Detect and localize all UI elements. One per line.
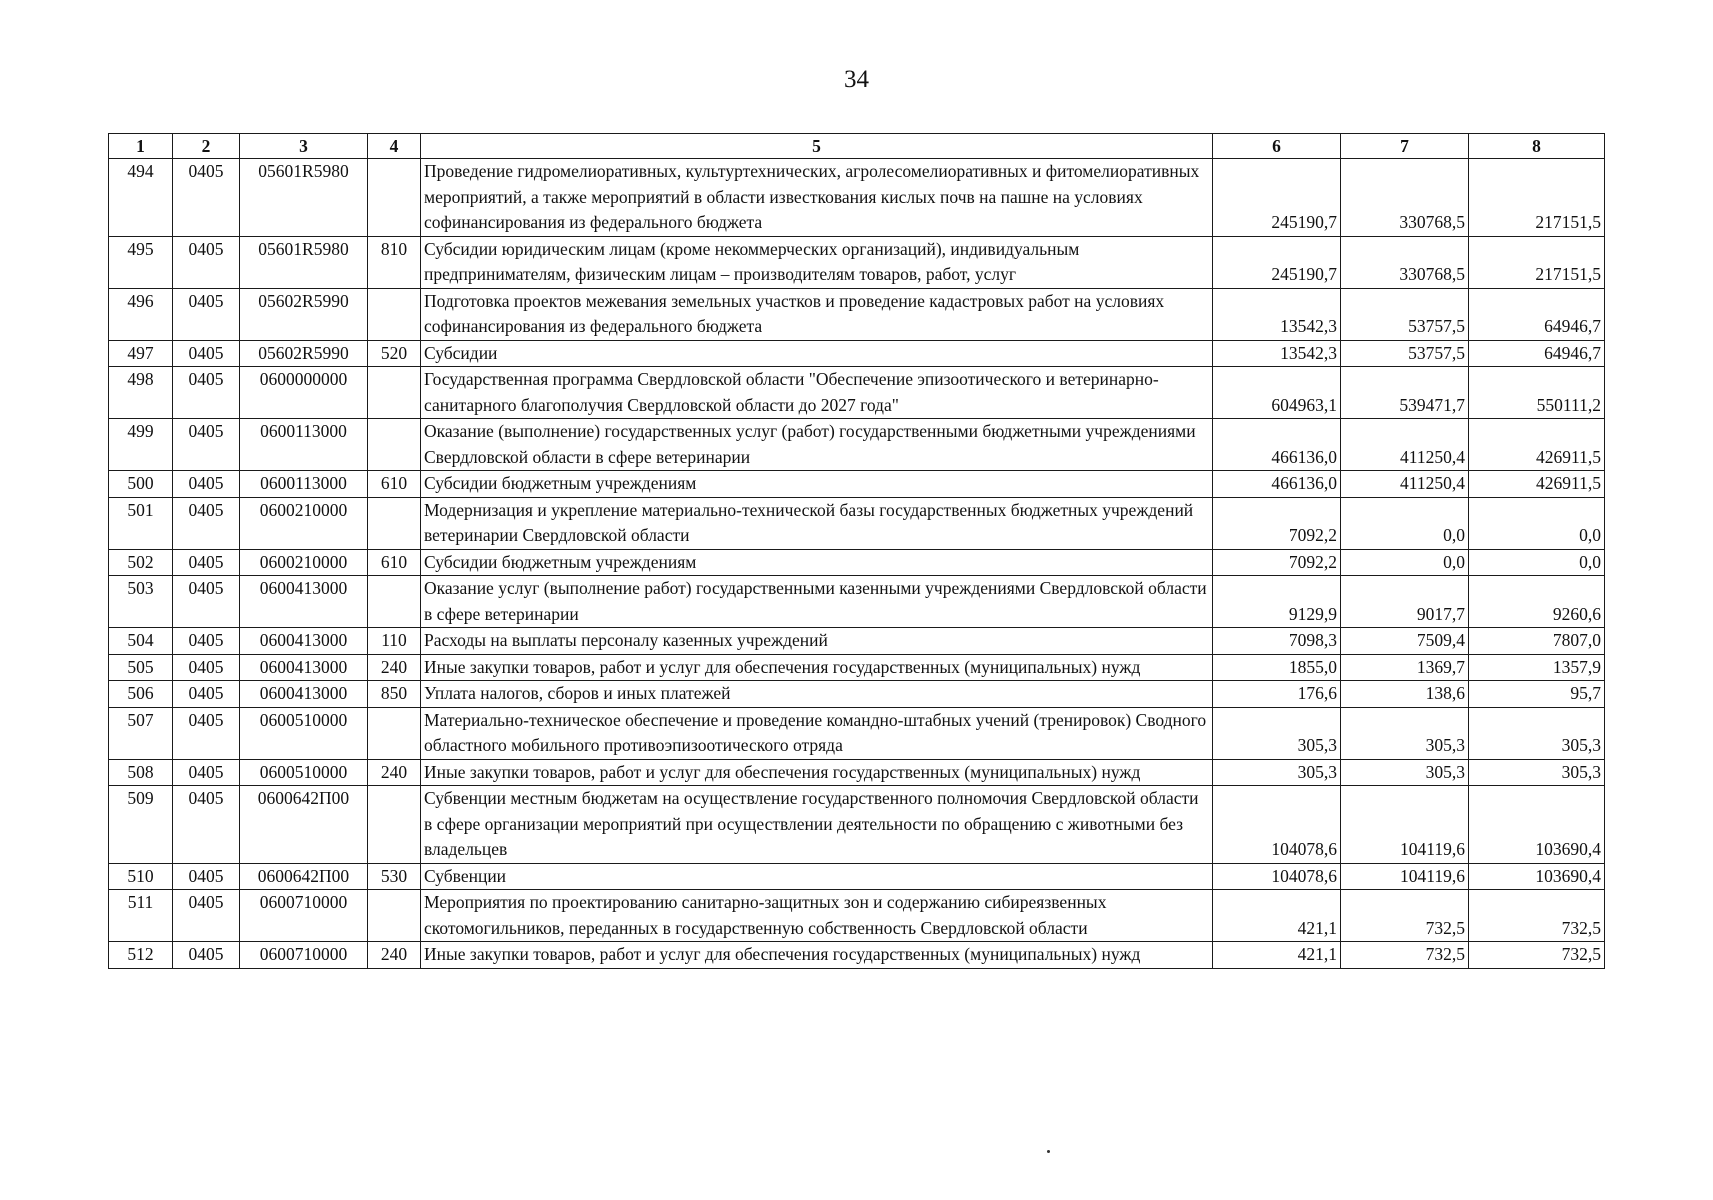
amount-col8-cell: 217151,5 bbox=[1469, 159, 1605, 237]
amount-col8-cell: 9260,6 bbox=[1469, 576, 1605, 628]
target-code-cell: 0600413000 bbox=[240, 681, 368, 708]
amount-col6-cell: 466136,0 bbox=[1213, 471, 1341, 498]
expense-type-cell: 810 bbox=[368, 236, 421, 288]
page-number: 34 bbox=[844, 66, 869, 93]
section-code-cell: 0405 bbox=[173, 863, 240, 890]
amount-col8-cell: 7807,0 bbox=[1469, 628, 1605, 655]
target-code-cell: 05601R5980 bbox=[240, 159, 368, 237]
amount-col6-cell: 245190,7 bbox=[1213, 159, 1341, 237]
target-code-cell: 0600113000 bbox=[240, 471, 368, 498]
amount-col8-cell: 426911,5 bbox=[1469, 471, 1605, 498]
table-row bbox=[109, 419, 1605, 471]
amount-col7-cell: 53757,5 bbox=[1341, 340, 1469, 367]
item-name-cell: Государственная программа Свердловской области "Обеспечение эпизоотического и ветеринарно-санитарного благополучия Свердловской области до 2027 года" bbox=[421, 367, 1213, 419]
amount-col7-cell: 0,0 bbox=[1341, 497, 1469, 549]
amount-col7-cell: 732,5 bbox=[1341, 890, 1469, 942]
table-row bbox=[109, 497, 1605, 549]
expense-type-cell bbox=[368, 497, 421, 549]
row-number-cell: 498 bbox=[109, 367, 173, 419]
section-code-cell: 0405 bbox=[173, 340, 240, 367]
section-code-cell: 0405 bbox=[173, 549, 240, 576]
target-code-cell: 0600413000 bbox=[240, 628, 368, 655]
row-number-cell: 507 bbox=[109, 707, 173, 759]
table-row bbox=[109, 159, 1605, 237]
expense-type-cell bbox=[368, 890, 421, 942]
table-header-row bbox=[109, 134, 1605, 159]
row-number-cell: 506 bbox=[109, 681, 173, 708]
amount-col7-cell: 732,5 bbox=[1341, 942, 1469, 969]
expense-type-cell: 850 bbox=[368, 681, 421, 708]
table-row bbox=[109, 863, 1605, 890]
item-name-cell: Иные закупки товаров, работ и услуг для обеспечения государственных (муниципальных) нужд bbox=[421, 942, 1213, 969]
target-code-cell: 0600710000 bbox=[240, 942, 368, 969]
table-row bbox=[109, 236, 1605, 288]
table-row bbox=[109, 681, 1605, 708]
column-header: 4 bbox=[368, 134, 421, 159]
section-code-cell: 0405 bbox=[173, 367, 240, 419]
amount-col6-cell: 305,3 bbox=[1213, 759, 1341, 786]
amount-col6-cell: 305,3 bbox=[1213, 707, 1341, 759]
row-number-cell: 499 bbox=[109, 419, 173, 471]
target-code-cell: 0600510000 bbox=[240, 707, 368, 759]
section-code-cell: 0405 bbox=[173, 681, 240, 708]
amount-col7-cell: 104119,6 bbox=[1341, 786, 1469, 864]
amount-col8-cell: 305,3 bbox=[1469, 707, 1605, 759]
row-number-cell: 504 bbox=[109, 628, 173, 655]
amount-col7-cell: 9017,7 bbox=[1341, 576, 1469, 628]
row-number-cell: 510 bbox=[109, 863, 173, 890]
column-header: 1 bbox=[109, 134, 173, 159]
amount-col7-cell: 53757,5 bbox=[1341, 288, 1469, 340]
column-header: 3 bbox=[240, 134, 368, 159]
row-number-cell: 496 bbox=[109, 288, 173, 340]
amount-col8-cell: 1357,9 bbox=[1469, 654, 1605, 681]
amount-col8-cell: 103690,4 bbox=[1469, 786, 1605, 864]
item-name-cell: Проведение гидромелиоративных, культуртехнических, агролесомелиоративных и фитомелиоративных мероприятий, а также мероприятий в области известкования кислых почв на пашне на условиях софинансирования из федерального бюджета bbox=[421, 159, 1213, 237]
amount-col7-cell: 411250,4 bbox=[1341, 419, 1469, 471]
item-name-cell: Субсидии bbox=[421, 340, 1213, 367]
amount-col7-cell: 7509,4 bbox=[1341, 628, 1469, 655]
amount-col7-cell: 411250,4 bbox=[1341, 471, 1469, 498]
item-name-cell: Субсидии юридическим лицам (кроме некоммерческих организаций), индивидуальным предпринимателям, физическим лицам – производителям товаров, работ, услуг bbox=[421, 236, 1213, 288]
table-row bbox=[109, 654, 1605, 681]
amount-col7-cell: 138,6 bbox=[1341, 681, 1469, 708]
row-number-cell: 501 bbox=[109, 497, 173, 549]
section-code-cell: 0405 bbox=[173, 654, 240, 681]
target-code-cell: 0600710000 bbox=[240, 890, 368, 942]
column-header: 5 bbox=[421, 134, 1213, 159]
section-code-cell: 0405 bbox=[173, 707, 240, 759]
column-header: 7 bbox=[1341, 134, 1469, 159]
target-code-cell: 0600000000 bbox=[240, 367, 368, 419]
section-code-cell: 0405 bbox=[173, 576, 240, 628]
target-code-cell: 0600113000 bbox=[240, 419, 368, 471]
expense-type-cell: 240 bbox=[368, 759, 421, 786]
amount-col6-cell: 245190,7 bbox=[1213, 236, 1341, 288]
target-code-cell: 0600413000 bbox=[240, 654, 368, 681]
amount-col6-cell: 7092,2 bbox=[1213, 549, 1341, 576]
row-number-cell: 505 bbox=[109, 654, 173, 681]
expense-type-cell: 240 bbox=[368, 942, 421, 969]
amount-col8-cell: 64946,7 bbox=[1469, 288, 1605, 340]
amount-col6-cell: 104078,6 bbox=[1213, 863, 1341, 890]
row-number-cell: 512 bbox=[109, 942, 173, 969]
table-row bbox=[109, 628, 1605, 655]
table-row bbox=[109, 707, 1605, 759]
item-name-cell: Субсидии бюджетным учреждениям bbox=[421, 549, 1213, 576]
section-code-cell: 0405 bbox=[173, 786, 240, 864]
amount-col8-cell: 64946,7 bbox=[1469, 340, 1605, 367]
table-row bbox=[109, 576, 1605, 628]
scan-speck bbox=[1047, 1150, 1050, 1153]
target-code-cell: 05602R5990 bbox=[240, 288, 368, 340]
amount-col6-cell: 466136,0 bbox=[1213, 419, 1341, 471]
row-number-cell: 511 bbox=[109, 890, 173, 942]
row-number-cell: 502 bbox=[109, 549, 173, 576]
amount-col8-cell: 732,5 bbox=[1469, 890, 1605, 942]
expense-type-cell: 530 bbox=[368, 863, 421, 890]
amount-col7-cell: 330768,5 bbox=[1341, 236, 1469, 288]
table-row bbox=[109, 890, 1605, 942]
amount-col6-cell: 1855,0 bbox=[1213, 654, 1341, 681]
table-row bbox=[109, 942, 1605, 969]
amount-col6-cell: 9129,9 bbox=[1213, 576, 1341, 628]
amount-col7-cell: 104119,6 bbox=[1341, 863, 1469, 890]
table-body bbox=[109, 159, 1605, 969]
target-code-cell: 0600642П00 bbox=[240, 786, 368, 864]
table-row bbox=[109, 786, 1605, 864]
item-name-cell: Модернизация и укрепление материально-технической базы государственных бюджетных учреждений ветеринарии Свердловской области bbox=[421, 497, 1213, 549]
column-header: 6 bbox=[1213, 134, 1341, 159]
section-code-cell: 0405 bbox=[173, 628, 240, 655]
amount-col6-cell: 13542,3 bbox=[1213, 340, 1341, 367]
item-name-cell: Субсидии бюджетным учреждениям bbox=[421, 471, 1213, 498]
amount-col6-cell: 104078,6 bbox=[1213, 786, 1341, 864]
amount-col6-cell: 604963,1 bbox=[1213, 367, 1341, 419]
row-number-cell: 500 bbox=[109, 471, 173, 498]
amount-col8-cell: 0,0 bbox=[1469, 549, 1605, 576]
amount-col8-cell: 732,5 bbox=[1469, 942, 1605, 969]
column-header: 8 bbox=[1469, 134, 1605, 159]
item-name-cell: Материально-техническое обеспечение и проведение командно-штабных учений (тренировок) Сводного областного мобильного противоэпизоотического отряда bbox=[421, 707, 1213, 759]
item-name-cell: Мероприятия по проектированию санитарно-защитных зон и содержанию сибиреязвенных скотомогильников, переданных в государственную собственность Свердловской области bbox=[421, 890, 1213, 942]
expense-type-cell: 610 bbox=[368, 471, 421, 498]
expense-type-cell: 610 bbox=[368, 549, 421, 576]
row-number-cell: 495 bbox=[109, 236, 173, 288]
section-code-cell: 0405 bbox=[173, 497, 240, 549]
amount-col8-cell: 0,0 bbox=[1469, 497, 1605, 549]
expense-type-cell: 240 bbox=[368, 654, 421, 681]
amount-col7-cell: 305,3 bbox=[1341, 759, 1469, 786]
item-name-cell: Уплата налогов, сборов и иных платежей bbox=[421, 681, 1213, 708]
amount-col7-cell: 305,3 bbox=[1341, 707, 1469, 759]
expense-type-cell bbox=[368, 288, 421, 340]
table-row bbox=[109, 367, 1605, 419]
section-code-cell: 0405 bbox=[173, 471, 240, 498]
amount-col6-cell: 7092,2 bbox=[1213, 497, 1341, 549]
expense-type-cell bbox=[368, 419, 421, 471]
amount-col8-cell: 305,3 bbox=[1469, 759, 1605, 786]
amount-col7-cell: 330768,5 bbox=[1341, 159, 1469, 237]
table-row bbox=[109, 549, 1605, 576]
amount-col6-cell: 7098,3 bbox=[1213, 628, 1341, 655]
table-row bbox=[109, 471, 1605, 498]
budget-table bbox=[108, 133, 1605, 969]
table-row bbox=[109, 759, 1605, 786]
target-code-cell: 0600210000 bbox=[240, 497, 368, 549]
amount-col7-cell: 539471,7 bbox=[1341, 367, 1469, 419]
item-name-cell: Подготовка проектов межевания земельных участков и проведение кадастровых работ на условиях софинансирования из федерального бюджета bbox=[421, 288, 1213, 340]
amount-col6-cell: 13542,3 bbox=[1213, 288, 1341, 340]
section-code-cell: 0405 bbox=[173, 759, 240, 786]
amount-col7-cell: 0,0 bbox=[1341, 549, 1469, 576]
table-row bbox=[109, 288, 1605, 340]
target-code-cell: 0600510000 bbox=[240, 759, 368, 786]
target-code-cell: 05602R5990 bbox=[240, 340, 368, 367]
row-number-cell: 503 bbox=[109, 576, 173, 628]
target-code-cell: 05601R5980 bbox=[240, 236, 368, 288]
item-name-cell: Оказание услуг (выполнение работ) государственными казенными учреждениями Свердловской области в сфере ветеринарии bbox=[421, 576, 1213, 628]
target-code-cell: 0600413000 bbox=[240, 576, 368, 628]
row-number-cell: 508 bbox=[109, 759, 173, 786]
item-name-cell: Иные закупки товаров, работ и услуг для обеспечения государственных (муниципальных) нужд bbox=[421, 759, 1213, 786]
amount-col8-cell: 103690,4 bbox=[1469, 863, 1605, 890]
column-header: 2 bbox=[173, 134, 240, 159]
section-code-cell: 0405 bbox=[173, 288, 240, 340]
expense-type-cell bbox=[368, 367, 421, 419]
section-code-cell: 0405 bbox=[173, 942, 240, 969]
item-name-cell: Субвенции bbox=[421, 863, 1213, 890]
amount-col6-cell: 421,1 bbox=[1213, 890, 1341, 942]
target-code-cell: 0600642П00 bbox=[240, 863, 368, 890]
section-code-cell: 0405 bbox=[173, 419, 240, 471]
amount-col8-cell: 217151,5 bbox=[1469, 236, 1605, 288]
item-name-cell: Оказание (выполнение) государственных услуг (работ) государственными бюджетными учреждениями Свердловской области в сфере ветеринарии bbox=[421, 419, 1213, 471]
item-name-cell: Субвенции местным бюджетам на осуществление государственного полномочия Свердловской области в сфере организации мероприятий при осуществлении деятельности по обращению с животными без владельцев bbox=[421, 786, 1213, 864]
section-code-cell: 0405 bbox=[173, 159, 240, 237]
amount-col7-cell: 1369,7 bbox=[1341, 654, 1469, 681]
expense-type-cell bbox=[368, 576, 421, 628]
amount-col6-cell: 421,1 bbox=[1213, 942, 1341, 969]
expense-type-cell bbox=[368, 786, 421, 864]
amount-col6-cell: 176,6 bbox=[1213, 681, 1341, 708]
amount-col8-cell: 95,7 bbox=[1469, 681, 1605, 708]
expense-type-cell: 110 bbox=[368, 628, 421, 655]
row-number-cell: 497 bbox=[109, 340, 173, 367]
expense-type-cell bbox=[368, 159, 421, 237]
expense-type-cell bbox=[368, 707, 421, 759]
section-code-cell: 0405 bbox=[173, 890, 240, 942]
row-number-cell: 509 bbox=[109, 786, 173, 864]
item-name-cell: Иные закупки товаров, работ и услуг для обеспечения государственных (муниципальных) нужд bbox=[421, 654, 1213, 681]
table-row bbox=[109, 340, 1605, 367]
section-code-cell: 0405 bbox=[173, 236, 240, 288]
amount-col8-cell: 426911,5 bbox=[1469, 419, 1605, 471]
item-name-cell: Расходы на выплаты персоналу казенных учреждений bbox=[421, 628, 1213, 655]
amount-col8-cell: 550111,2 bbox=[1469, 367, 1605, 419]
target-code-cell: 0600210000 bbox=[240, 549, 368, 576]
row-number-cell: 494 bbox=[109, 159, 173, 237]
expense-type-cell: 520 bbox=[368, 340, 421, 367]
